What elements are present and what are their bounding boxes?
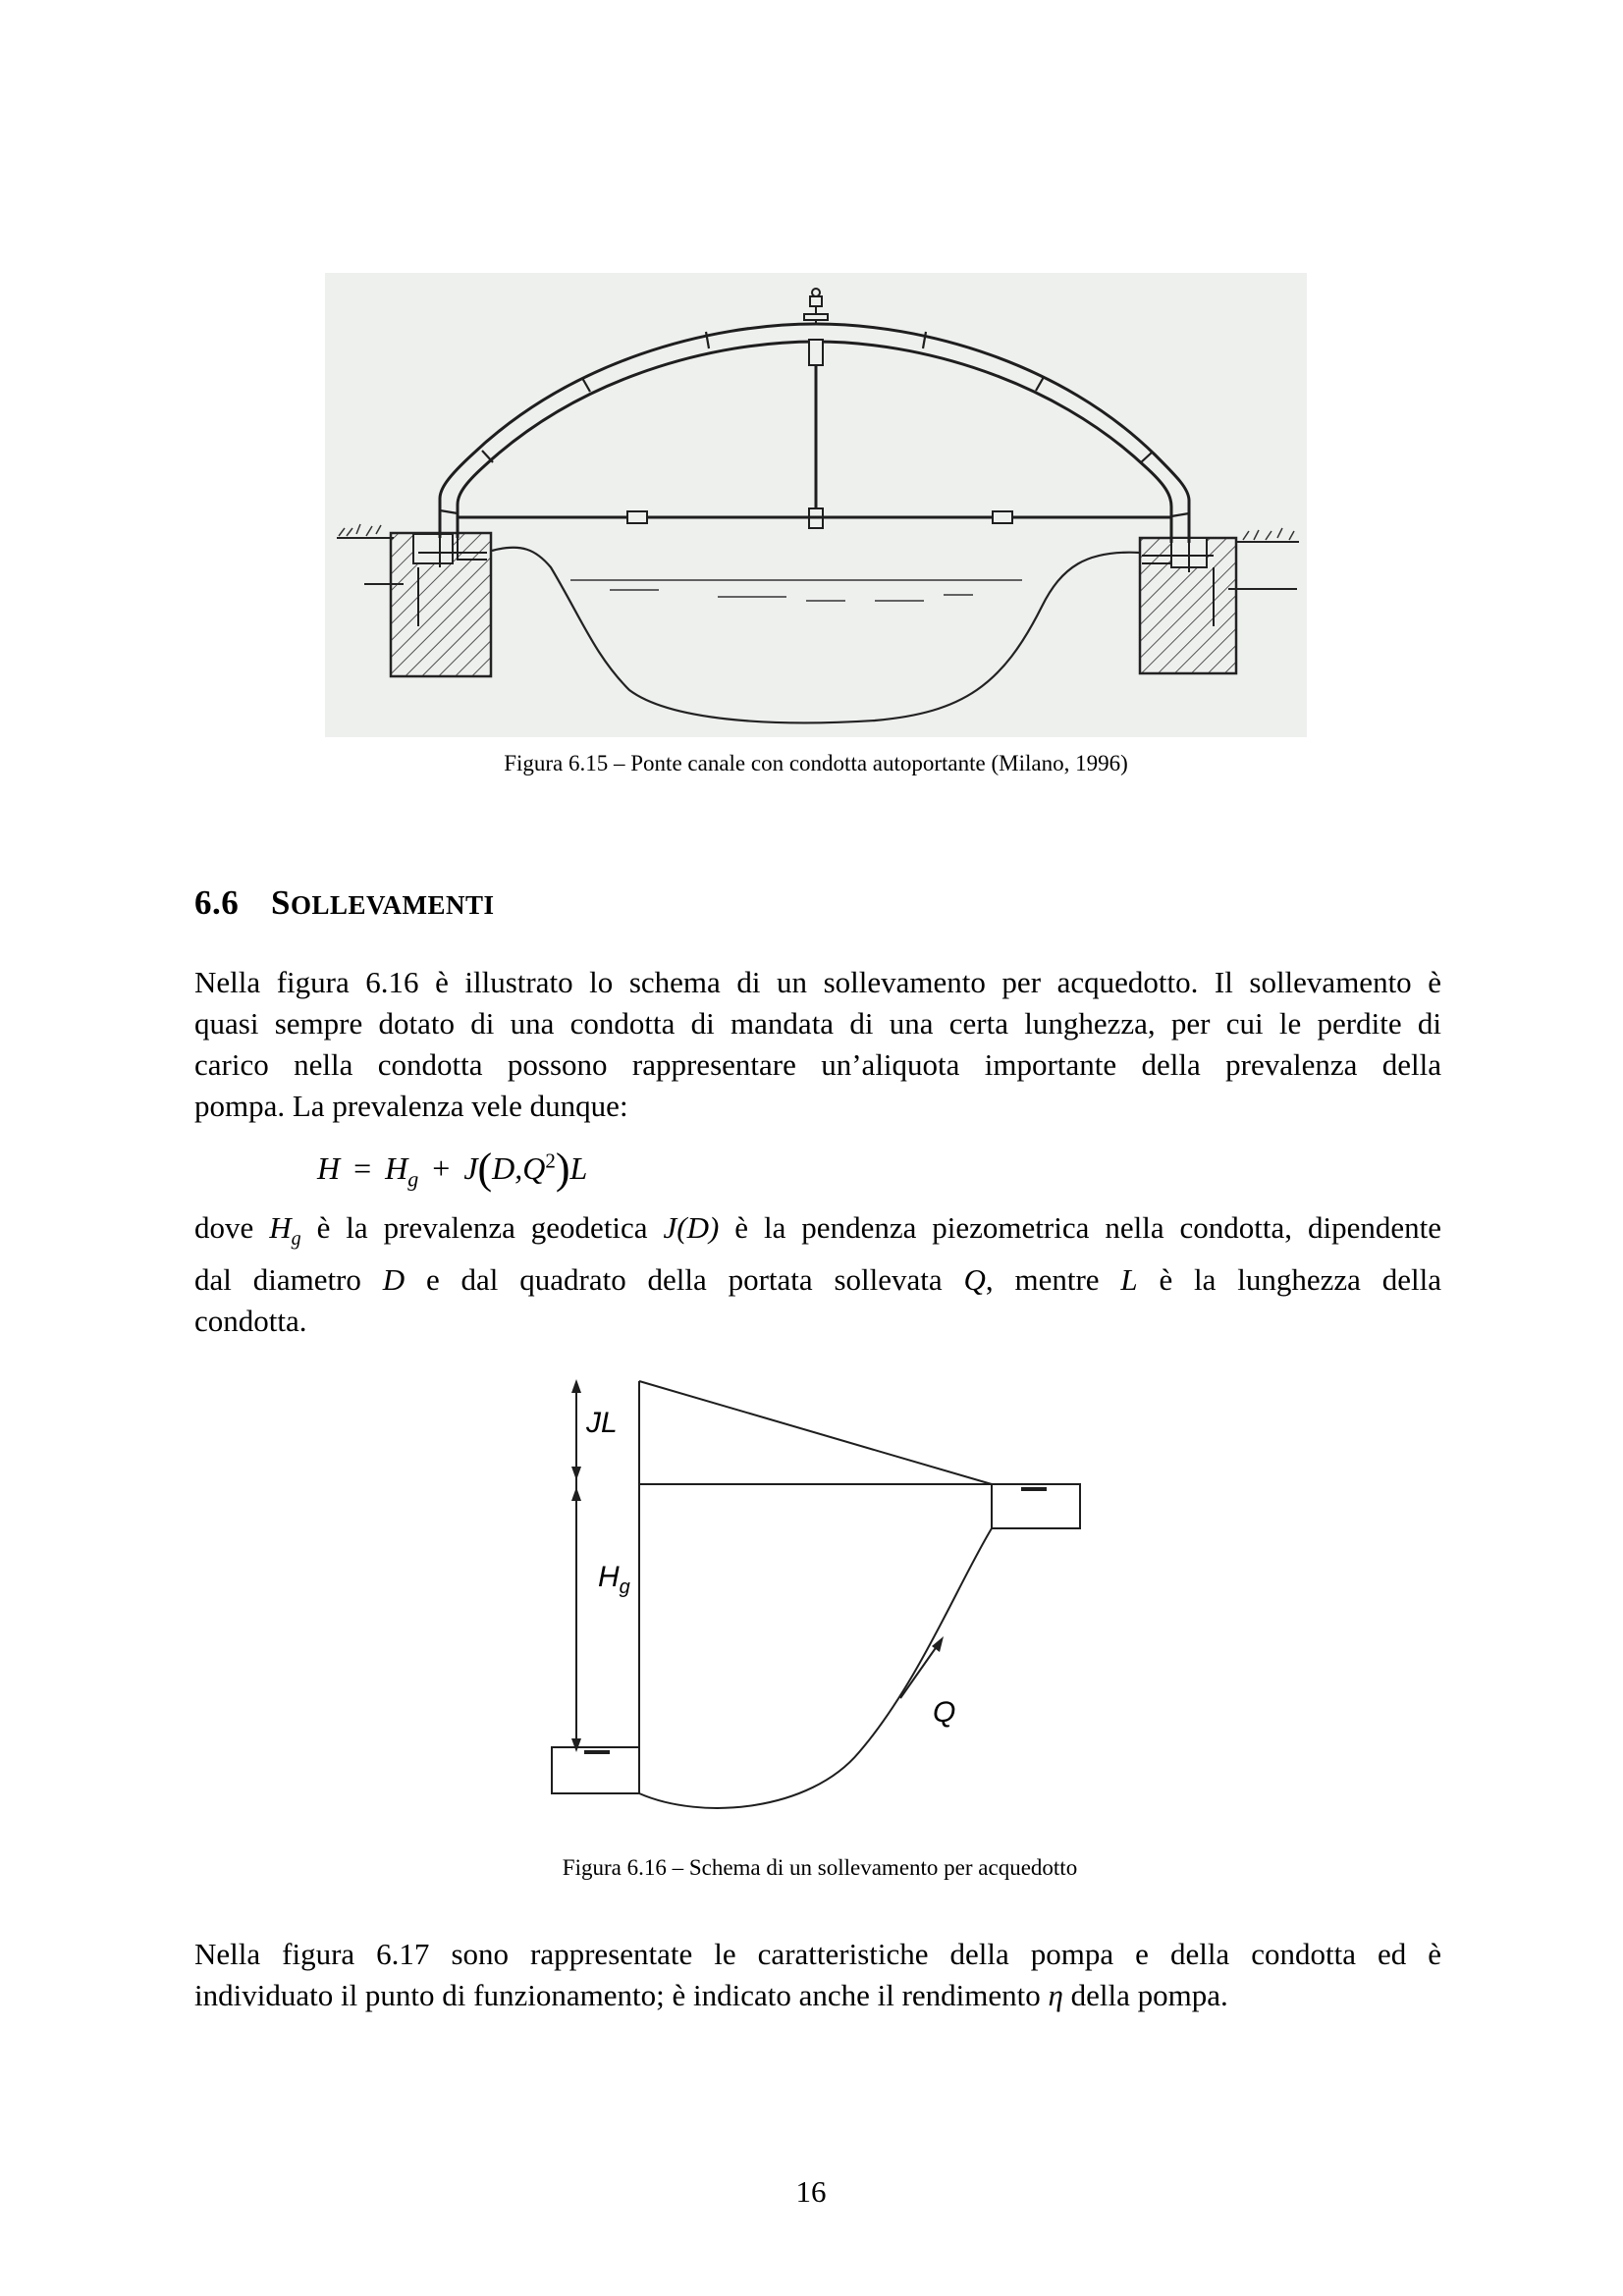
label-jl: JL (586, 1407, 618, 1439)
paragraph-line: pompa. La prevalenza vele dunque: (194, 1089, 628, 1123)
piezometric-line (639, 1381, 992, 1484)
paragraph-line: dal diametro D e dal quadrato della portata sollevata Q, mentre L è la lunghezza della (194, 1262, 1441, 1298)
paragraph-line: quasi sempre dotato di una condotta di mandata di una certa lunghezza, per cui le perdite di (194, 1006, 1441, 1041)
delivery-pipe (639, 1528, 992, 1808)
figure-6-16-caption: Figura 6.16 – Schema di un sollevamento per acquedotto (562, 1855, 1078, 1880)
paragraph-line: dove $H_g$ è la prevalenza geodetica J(D) è la pendenza piezometrica nella condotta, dipendente (194, 1210, 1441, 1251)
section-title-rest: OLLEVAMENTI (290, 890, 495, 920)
paragraph-line: condotta. (194, 1304, 307, 1339)
paragraph-line: individuato il punto di funzionamento; è indicato anche il rendimento η della pompa. (194, 1978, 1228, 2012)
paragraph-1 (194, 962, 1441, 1127)
label-q: Q (933, 1696, 956, 1729)
label-hg: $H_g$ (598, 1561, 630, 1598)
section-number: 6.6 (194, 883, 240, 922)
paragraph-line: carico nella condotta possono rappresentare un’aliquota importante della prevalenza della (194, 1047, 1441, 1082)
page-number: 16 (795, 2174, 827, 2209)
paragraph-3 (194, 1934, 1441, 2016)
paragraph-line: Nella figura 6.17 sono rappresentate le caratteristiche della pompa e della condotta ed è (194, 1937, 1441, 1971)
head-formula: $H = H_g + J(D,Q^2)L$ (317, 1145, 588, 1193)
eta-symbol: η (1048, 1978, 1063, 2012)
section-title-initial: S (271, 883, 291, 922)
figure-6-15-caption: Figura 6.15 – Ponte canale con condotta autoportante (Milano, 1996) (504, 751, 1128, 775)
paragraph-line: Nella figura 6.16 è illustrato lo schema di un sollevamento per acquedotto. Il sollevamento è (194, 965, 1441, 999)
flow-arrow (900, 1642, 940, 1698)
lower-reservoir (552, 1747, 639, 1793)
paragraph-2 (194, 1207, 1441, 1342)
figure-6-15-bridge-drawing (325, 273, 1307, 737)
section-heading (194, 883, 495, 923)
